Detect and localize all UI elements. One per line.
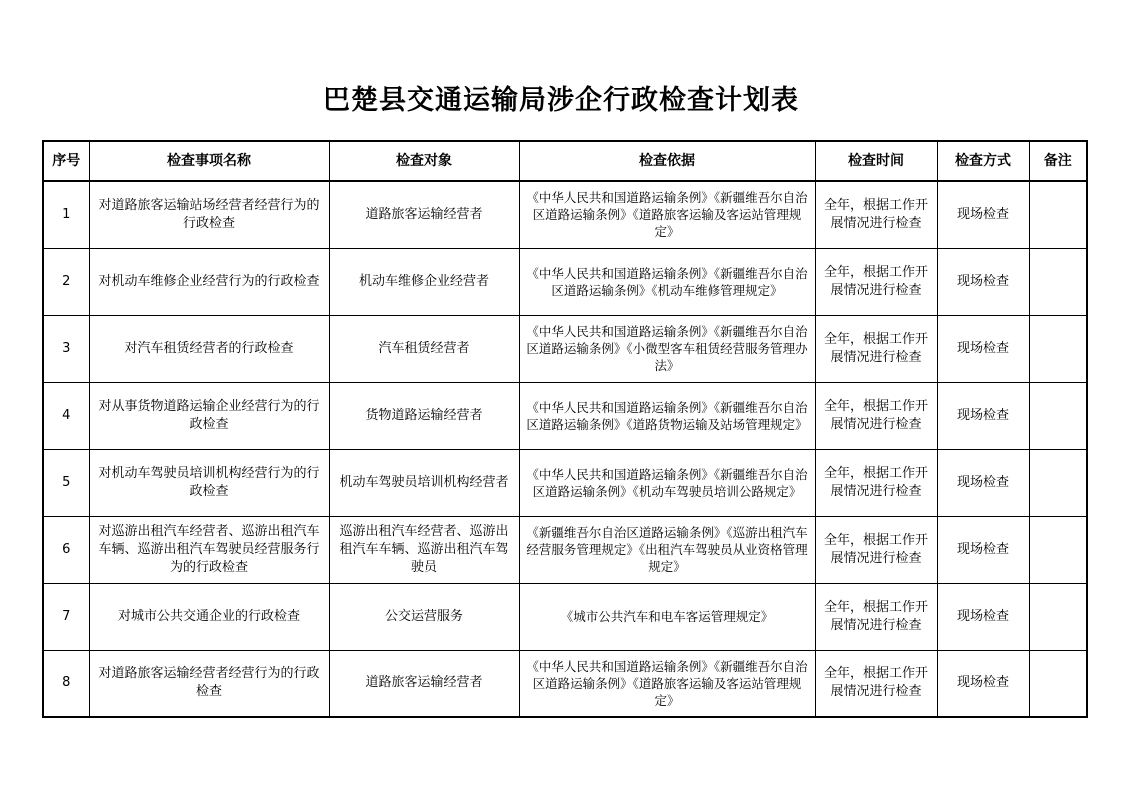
cell-item: 对机动车驾驶员培训机构经营行为的行政检查	[89, 449, 329, 516]
cell-item: 对从事货物道路运输企业经营行为的行政检查	[89, 382, 329, 449]
cell-time: 全年，根据工作开展情况进行检查	[815, 382, 937, 449]
table-row	[43, 650, 1087, 717]
header-time: 检查时间	[815, 141, 937, 181]
cell-no: 5	[43, 449, 89, 516]
table-row	[43, 248, 1087, 315]
cell-basis: 《中华人民共和国道路运输条例》《新疆维吾尔自治区道路运输条例》《小微型客车租赁经营服务管理办法》	[519, 315, 815, 382]
header-item: 检查事项名称	[89, 141, 329, 181]
cell-method: 现场检查	[937, 315, 1029, 382]
cell-no: 8	[43, 650, 89, 717]
table-row	[43, 516, 1087, 583]
cell-method: 现场检查	[937, 650, 1029, 717]
table-row	[43, 449, 1087, 516]
cell-basis: 《中华人民共和国道路运输条例》《新疆维吾尔自治区道路运输条例》《道路旅客运输及客运站管理规定》	[519, 181, 815, 248]
header-basis: 检查依据	[519, 141, 815, 181]
cell-item: 对汽车租赁经营者的行政检查	[89, 315, 329, 382]
cell-item: 对机动车维修企业经营行为的行政检查	[89, 248, 329, 315]
cell-time: 全年，根据工作开展情况进行检查	[815, 248, 937, 315]
cell-note	[1029, 315, 1087, 382]
cell-item: 对城市公共交通企业的行政检查	[89, 583, 329, 650]
cell-basis: 《中华人民共和国道路运输条例》《新疆维吾尔自治区道路运输条例》《道路货物运输及站场管理规定》	[519, 382, 815, 449]
cell-method: 现场检查	[937, 248, 1029, 315]
inspection-plan-table	[42, 140, 1088, 718]
cell-method: 现场检查	[937, 516, 1029, 583]
cell-item: 对道路旅客运输站场经营者经营行为的行政检查	[89, 181, 329, 248]
cell-time: 全年，根据工作开展情况进行检查	[815, 315, 937, 382]
cell-target: 货物道路运输经营者	[329, 382, 519, 449]
cell-no: 4	[43, 382, 89, 449]
cell-no: 7	[43, 583, 89, 650]
cell-no: 1	[43, 181, 89, 248]
cell-no: 2	[43, 248, 89, 315]
cell-note	[1029, 449, 1087, 516]
cell-target: 公交运营服务	[329, 583, 519, 650]
cell-basis: 《中华人民共和国道路运输条例》《新疆维吾尔自治区道路运输条例》《机动车驾驶员培训公路规定》	[519, 449, 815, 516]
cell-time: 全年，根据工作开展情况进行检查	[815, 181, 937, 248]
header-target: 检查对象	[329, 141, 519, 181]
table-row	[43, 382, 1087, 449]
header-method: 检查方式	[937, 141, 1029, 181]
cell-note	[1029, 516, 1087, 583]
header-note: 备注	[1029, 141, 1087, 181]
cell-note	[1029, 583, 1087, 650]
cell-basis: 《新疆维吾尔自治区道路运输条例》《巡游出租汽车经营服务管理规定》《出租汽车驾驶员从业资格管理规定》	[519, 516, 815, 583]
cell-item: 对道路旅客运输经营者经营行为的行政检查	[89, 650, 329, 717]
cell-target: 机动车维修企业经营者	[329, 248, 519, 315]
cell-time: 全年，根据工作开展情况进行检查	[815, 449, 937, 516]
cell-note	[1029, 248, 1087, 315]
page-title: 巴楚县交通运输局涉企行政检查计划表	[323, 85, 799, 116]
cell-item: 对巡游出租汽车经营者、巡游出租汽车车辆、巡游出租汽车驾驶员经营服务行为的行政检查	[89, 516, 329, 583]
cell-basis: 《中华人民共和国道路运输条例》《新疆维吾尔自治区道路运输条例》《机动车维修管理规定》	[519, 248, 815, 315]
table-row	[43, 583, 1087, 650]
cell-basis: 《中华人民共和国道路运输条例》《新疆维吾尔自治区道路运输条例》《道路旅客运输及客运站管理规定》	[519, 650, 815, 717]
cell-time: 全年，根据工作开展情况进行检查	[815, 583, 937, 650]
cell-target: 机动车驾驶员培训机构经营者	[329, 449, 519, 516]
header-no: 序号	[43, 141, 89, 181]
cell-no: 6	[43, 516, 89, 583]
cell-no: 3	[43, 315, 89, 382]
cell-target: 巡游出租汽车经营者、巡游出租汽车车辆、巡游出租汽车驾驶员	[329, 516, 519, 583]
table-row	[43, 181, 1087, 248]
cell-target: 道路旅客运输经营者	[329, 650, 519, 717]
cell-method: 现场检查	[937, 382, 1029, 449]
table-row	[43, 315, 1087, 382]
cell-method: 现场检查	[937, 181, 1029, 248]
table-header-row	[43, 141, 1087, 181]
cell-time: 全年，根据工作开展情况进行检查	[815, 650, 937, 717]
cell-time: 全年，根据工作开展情况进行检查	[815, 516, 937, 583]
cell-target: 汽车租赁经营者	[329, 315, 519, 382]
cell-method: 现场检查	[937, 583, 1029, 650]
cell-target: 道路旅客运输经营者	[329, 181, 519, 248]
cell-note	[1029, 181, 1087, 248]
cell-note	[1029, 650, 1087, 717]
cell-method: 现场检查	[937, 449, 1029, 516]
cell-basis: 《城市公共汽车和电车客运管理规定》	[519, 583, 815, 650]
cell-note	[1029, 382, 1087, 449]
